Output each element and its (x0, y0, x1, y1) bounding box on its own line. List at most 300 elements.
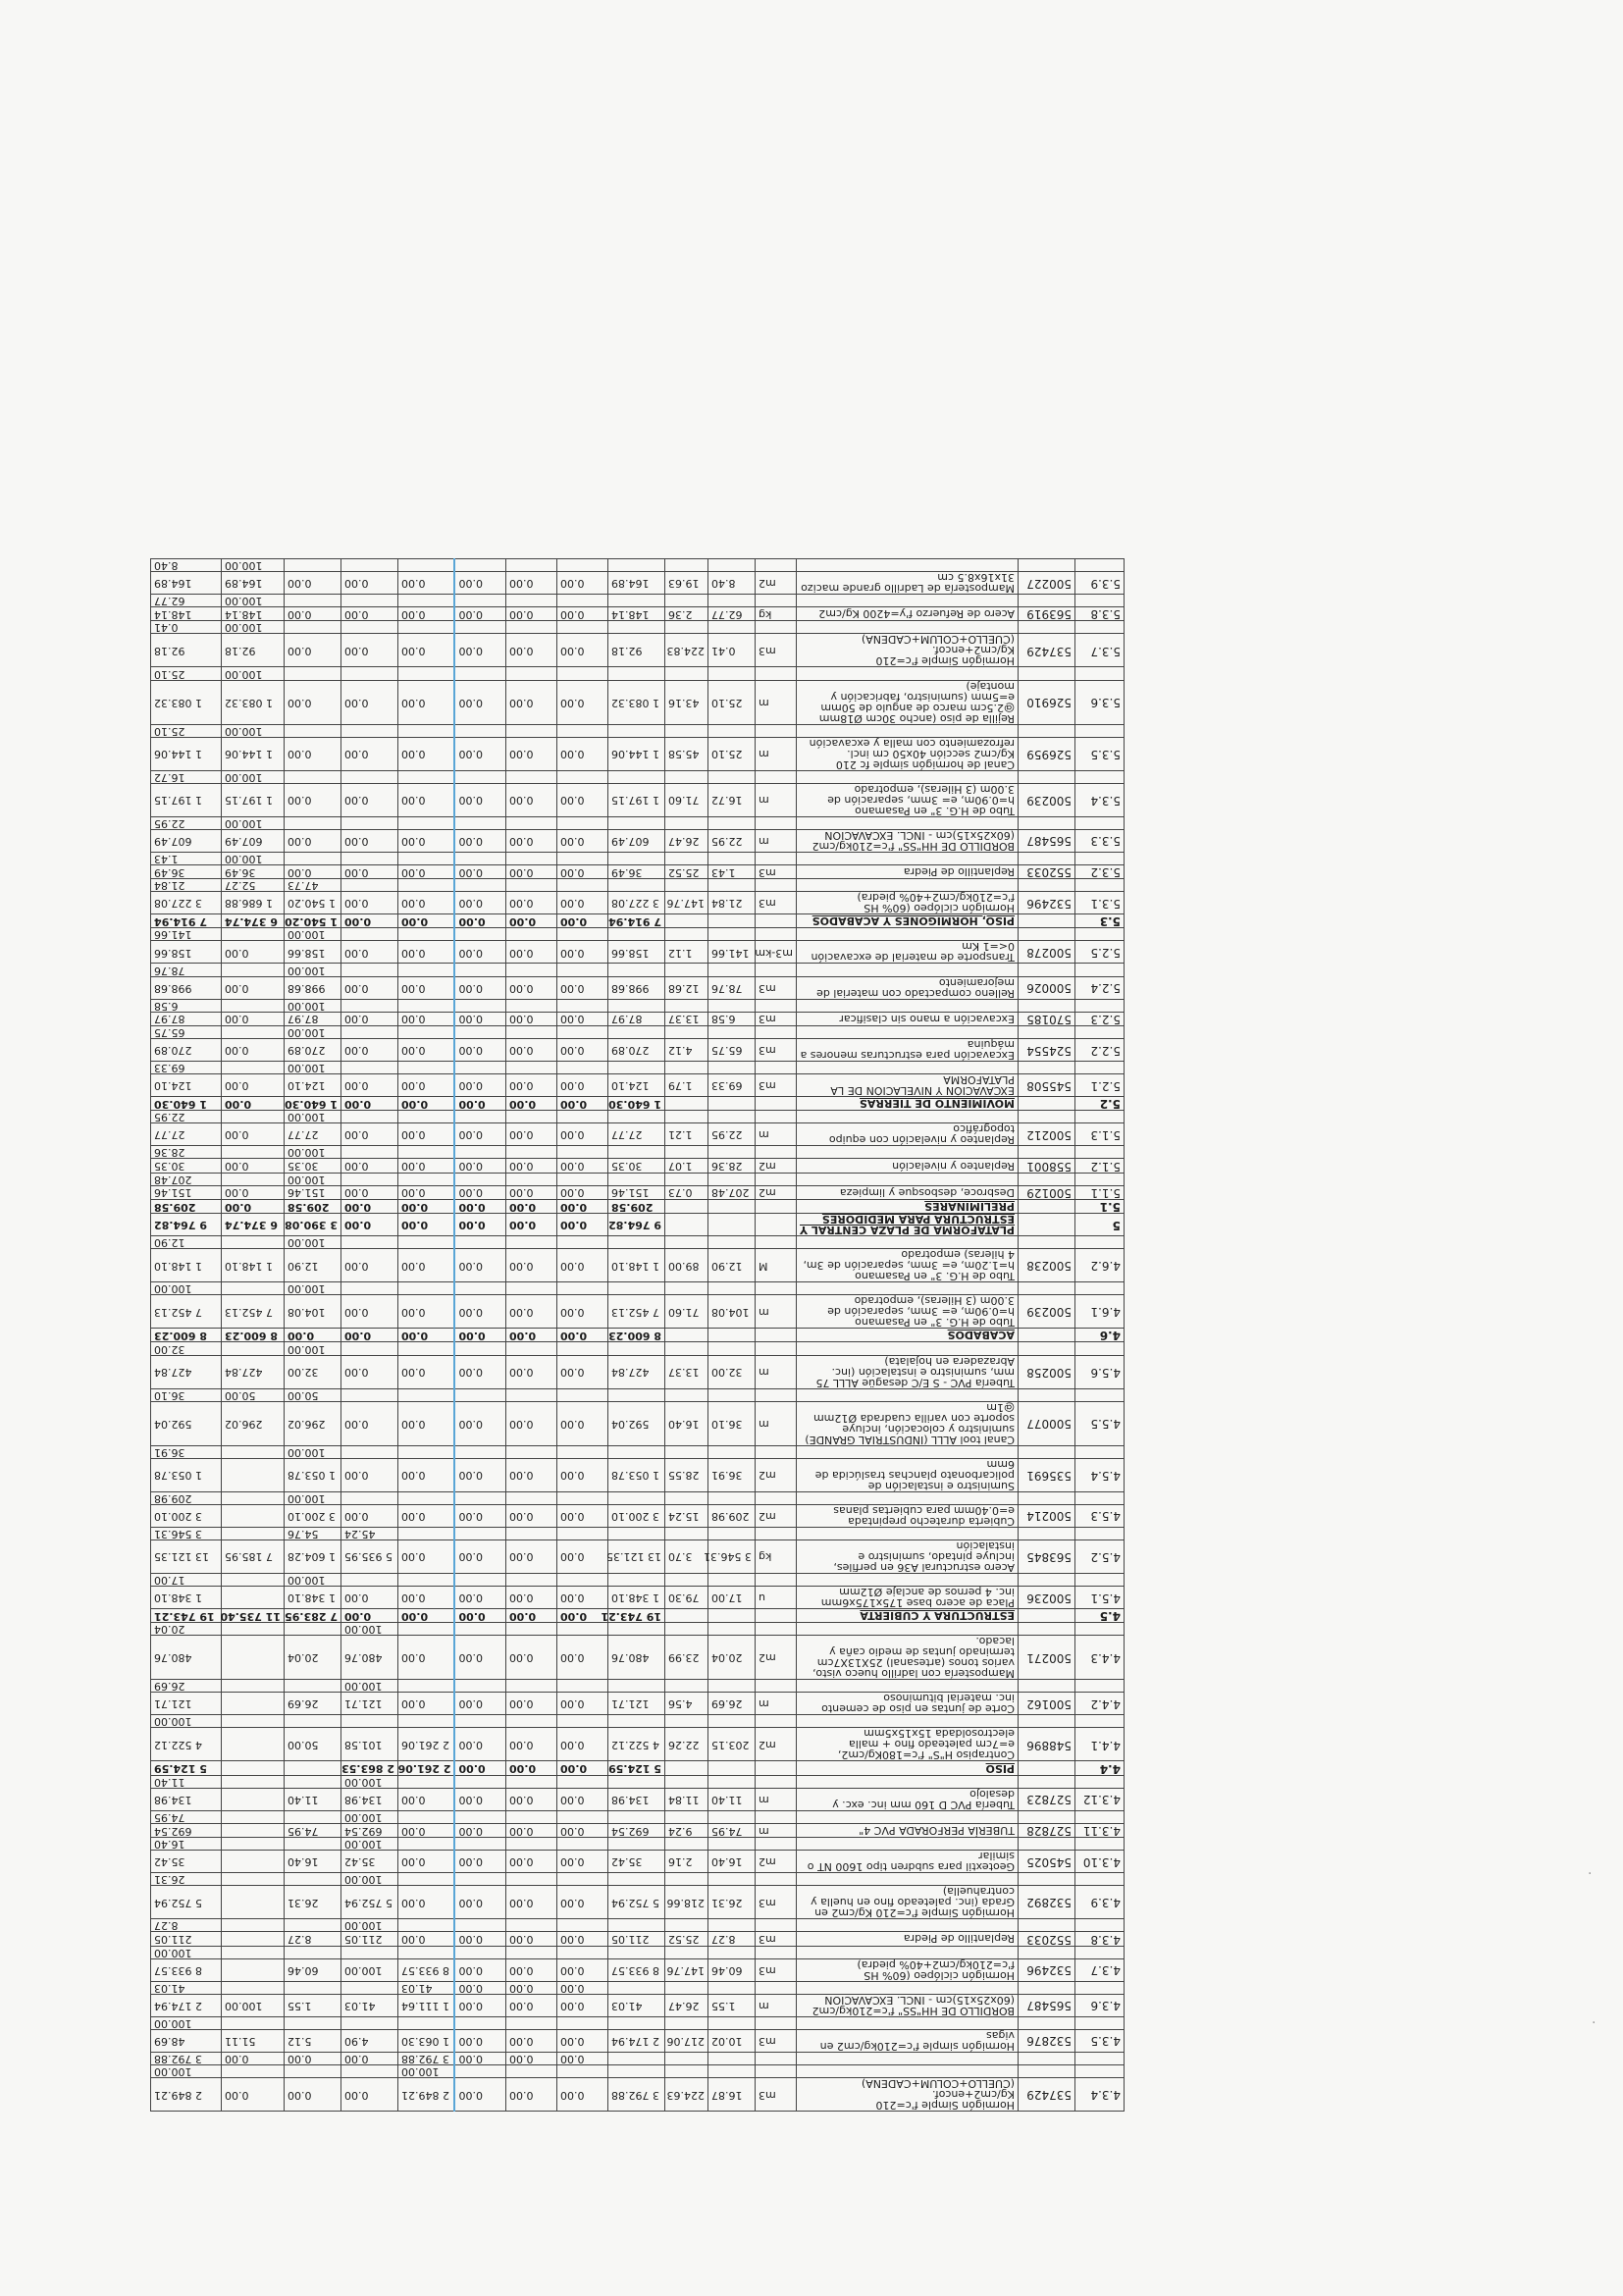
cell-period-8: 8 600.23 (151, 1329, 222, 1342)
cell-period-1 (557, 621, 608, 634)
cell-period-6: 60.46 (285, 1958, 341, 1981)
cell-period-8: 5 752.94 (151, 1886, 222, 1919)
cell-period-7 (222, 1342, 285, 1355)
cell-total: 211.05 (608, 1932, 665, 1946)
cell-code (1019, 559, 1075, 572)
cell-total (608, 621, 665, 634)
cell-period-2: 0.00 (506, 1609, 557, 1623)
cell-qty: 16.87 (708, 2078, 756, 2112)
table-row (151, 1282, 1125, 1295)
cell-code (1019, 1761, 1075, 1775)
cell-period-4: 0.00 (398, 1823, 455, 1837)
table-row (151, 1491, 1125, 1504)
cell-period-6 (285, 1873, 341, 1886)
cell-period-6: 104.08 (285, 1295, 341, 1329)
table-row (151, 737, 1125, 770)
cell-period-4 (398, 928, 455, 941)
cell-pu (665, 559, 708, 572)
cell-desc (797, 999, 1019, 1012)
cell-unit (756, 1342, 797, 1355)
cell-period-1 (557, 1111, 608, 1123)
cell-qty (708, 1946, 756, 1958)
cell-item: 5 (1075, 1214, 1125, 1236)
cell-period-4 (398, 1623, 455, 1636)
cell-period-4 (398, 1715, 455, 1728)
cell-item (1075, 1146, 1125, 1159)
cell-period-4 (398, 1146, 455, 1159)
cell-total (608, 816, 665, 829)
cell-period-5 (341, 1025, 398, 1038)
cell-pu: 71.60 (665, 1295, 708, 1329)
cell-period-1: 0.00 (557, 1038, 608, 1061)
table-row (151, 1775, 1125, 1788)
cell-unit (756, 559, 797, 572)
cell-qty (708, 928, 756, 941)
cell-item (1075, 1282, 1125, 1295)
cell-period-8: 209.98 (151, 1491, 222, 1504)
cell-item: 4.4.3 (1075, 1636, 1125, 1680)
cell-code: 532892 (1019, 1886, 1075, 1919)
cell-total: 998.68 (608, 976, 665, 999)
cell-period-2 (506, 724, 557, 737)
cell-total: 8 933.57 (608, 1958, 665, 1981)
cell-period-3 (455, 1111, 506, 1123)
cell-total (608, 2052, 665, 2064)
cell-period-3: 0.00 (455, 1401, 506, 1445)
cell-total (608, 724, 665, 737)
cell-unit: m3 (756, 2029, 797, 2052)
cell-period-8: 36.49 (151, 864, 222, 878)
cell-item (1075, 1810, 1125, 1823)
cell-period-3: 0.00 (455, 1214, 506, 1236)
cell-code (1019, 1491, 1075, 1504)
cell-qty: 203.15 (708, 1728, 756, 1761)
cell-period-5 (341, 724, 398, 737)
cell-item (1075, 2064, 1125, 2077)
cell-code (1019, 667, 1075, 680)
cell-desc: Tubería PVC D 160 mm inc. exc. y desalojo (797, 1788, 1019, 1810)
cell-desc: Hormigón ciclópeo (60% HS f'c=210kg/cm2+40% piedra) (797, 892, 1019, 914)
cell-period-2: 0.00 (506, 2078, 557, 2112)
cell-desc: Hormigón simple f'c=210kg/cm2 en vigas (797, 2029, 1019, 2052)
cell-period-7 (222, 1981, 285, 1994)
cell-period-6: 0.00 (285, 737, 341, 770)
cell-desc (797, 1491, 1019, 1504)
cell-desc (797, 1173, 1019, 1185)
cell-period-8: 0.41 (151, 621, 222, 634)
cell-period-4: 0.00 (398, 1458, 455, 1491)
cell-pu: 1.79 (665, 1074, 708, 1097)
cell-unit: m2 (756, 1504, 797, 1527)
cell-code (1019, 1573, 1075, 1586)
cell-period-5: 0.00 (341, 2052, 398, 2064)
cell-pu: 71.60 (665, 783, 708, 816)
cell-period-2: 0.00 (506, 1539, 557, 1573)
table-row (151, 1236, 1125, 1249)
cell-period-7: 0.00 (222, 941, 285, 964)
cell-code: 500129 (1019, 1185, 1075, 1199)
cell-total (608, 1680, 665, 1693)
cell-item: 5.3.4 (1075, 783, 1125, 816)
cell-period-2: 0.00 (506, 1329, 557, 1342)
cell-period-8: 7 914.94 (151, 914, 222, 928)
cell-unit (756, 1491, 797, 1504)
section-row (151, 1329, 1125, 1342)
cell-period-8: 134.98 (151, 1788, 222, 1810)
cell-item: 4.5.6 (1075, 1355, 1125, 1388)
cell-period-8: 19 743.21 (151, 1609, 222, 1623)
cell-period-5: 0.00 (341, 634, 398, 667)
cell-period-6: 100.00 (285, 1146, 341, 1159)
cell-period-1: 0.00 (557, 607, 608, 621)
cell-period-6: 50.00 (285, 1728, 341, 1761)
cell-period-4: 0.00 (398, 737, 455, 770)
cell-period-2 (506, 1445, 557, 1458)
cell-period-6: 296.02 (285, 1401, 341, 1445)
cell-desc: ACABADOS (797, 1329, 1019, 1342)
table-row (151, 2052, 1125, 2064)
cell-period-5: 0.00 (341, 914, 398, 928)
cell-unit (756, 852, 797, 864)
cell-period-2 (506, 621, 557, 634)
cell-period-7: 100.00 (222, 667, 285, 680)
cell-period-4 (398, 724, 455, 737)
cell-period-5 (341, 1573, 398, 1586)
cell-period-4: 2 261.06 (398, 1761, 455, 1775)
cell-period-3: 0.00 (455, 572, 506, 595)
cell-period-6: 0.00 (285, 2078, 341, 2112)
cell-unit (756, 1810, 797, 1823)
cell-qty (708, 1111, 756, 1123)
cell-unit (756, 816, 797, 829)
cell-period-7 (222, 1761, 285, 1775)
cell-period-7: 92.18 (222, 634, 285, 667)
cell-period-4 (398, 999, 455, 1012)
cell-item (1075, 816, 1125, 829)
cell-pu (665, 1981, 708, 1994)
cell-total: 87.97 (608, 1012, 665, 1025)
cell-period-2: 0.00 (506, 572, 557, 595)
cell-unit: m2 (756, 1728, 797, 1761)
cell-item (1075, 1775, 1125, 1788)
cell-period-5: 100.00 (341, 1623, 398, 1636)
cell-pu: 4.12 (665, 1038, 708, 1061)
cell-period-8: 121.71 (151, 1693, 222, 1715)
table-row (151, 1958, 1125, 1981)
cell-desc (797, 2064, 1019, 2077)
cell-total: 3 227.08 (608, 892, 665, 914)
cell-total: 36.49 (608, 864, 665, 878)
cell-desc: BORDILLO DE HH"SS" f'c=210kg/cm2 (60x25x15)cm - INCL. EXCAVACION (797, 1994, 1019, 2016)
cell-total: 607.49 (608, 829, 665, 852)
cell-period-8: 998.68 (151, 976, 222, 999)
cell-period-3: 0.00 (455, 1788, 506, 1810)
cell-period-1 (557, 1061, 608, 1073)
cell-item: 5.2.1 (1075, 1074, 1125, 1097)
cell-period-3 (455, 1342, 506, 1355)
cell-period-4: 1 111.64 (398, 1994, 455, 2016)
cell-period-7: 6 374.74 (222, 914, 285, 928)
table-row (151, 1981, 1125, 1994)
cell-qty: 32.00 (708, 1355, 756, 1388)
cell-period-4: 2 261.06 (398, 1728, 455, 1761)
cell-code (1019, 1527, 1075, 1539)
cell-item (1075, 724, 1125, 737)
cell-pu (665, 621, 708, 634)
cell-period-2: 0.00 (506, 1185, 557, 1199)
cell-desc: BORDILLO DE HH"SS" f'c=210kg/cm2 (60x25x15)cm - INCL. EXCAVACION (797, 829, 1019, 852)
cell-item: 5.3.8 (1075, 607, 1125, 621)
cell-period-6: 100.00 (285, 999, 341, 1012)
cell-desc: Contrapiso H"S" f'c=180Kg/cm2, e=7cm paleteado fino + malla electrosoldada 15x15x5mm (797, 1728, 1019, 1761)
cell-period-4: 0.00 (398, 976, 455, 999)
cell-unit (756, 964, 797, 976)
cell-period-8: 100.00 (151, 1946, 222, 1958)
cell-period-1 (557, 1388, 608, 1401)
cell-period-1 (557, 1838, 608, 1851)
cell-period-7: 427.84 (222, 1355, 285, 1388)
cell-code (1019, 1609, 1075, 1623)
cell-qty: 26.69 (708, 1693, 756, 1715)
cell-period-8: 20.04 (151, 1623, 222, 1636)
cell-desc: Replantillo de Piedra (797, 864, 1019, 878)
cell-pu (665, 2064, 708, 2077)
cell-period-6 (285, 1761, 341, 1775)
cell-code: 537429 (1019, 634, 1075, 667)
cell-code: 545508 (1019, 1074, 1075, 1097)
cell-period-7 (222, 1958, 285, 1981)
cell-unit (756, 1623, 797, 1636)
cell-pu (665, 1609, 708, 1623)
cell-qty: 22.95 (708, 829, 756, 852)
cell-period-6: 0.00 (285, 783, 341, 816)
cell-period-4 (398, 667, 455, 680)
cell-desc (797, 1445, 1019, 1458)
cell-item (1075, 1491, 1125, 1504)
cell-period-6: 5.12 (285, 2029, 341, 2052)
cell-desc (797, 852, 1019, 864)
cell-period-2: 0.00 (506, 1823, 557, 1837)
cell-period-7: 11 735.40 (222, 1609, 285, 1623)
cell-period-7 (222, 1111, 285, 1123)
cell-period-3 (455, 1025, 506, 1038)
cell-period-2 (506, 2016, 557, 2029)
cell-period-7 (222, 1282, 285, 1295)
cell-code (1019, 1214, 1075, 1236)
cell-period-8: 16.40 (151, 1838, 222, 1851)
cell-period-2 (506, 1061, 557, 1073)
cell-desc: PISO, HORMIGONES Y ACABADOS (797, 914, 1019, 928)
cell-desc (797, 816, 1019, 829)
cell-code (1019, 964, 1075, 976)
cell-period-1 (557, 999, 608, 1012)
cell-period-3: 0.00 (455, 914, 506, 928)
section-row (151, 1097, 1125, 1111)
cell-qty (708, 1236, 756, 1249)
cell-period-8: 211.05 (151, 1932, 222, 1946)
cell-unit: kg (756, 1539, 797, 1573)
cell-period-5: 134.98 (341, 1788, 398, 1810)
cell-period-5: 0.00 (341, 572, 398, 595)
cell-period-6: 1 604.28 (285, 1539, 341, 1573)
cell-period-1 (557, 724, 608, 737)
cell-period-8: 100.00 (151, 2016, 222, 2029)
cell-code: 527823 (1019, 1788, 1075, 1810)
cell-period-5: 35.42 (341, 1851, 398, 1873)
cell-period-8: 3 227.08 (151, 892, 222, 914)
cell-code (1019, 1715, 1075, 1728)
cell-period-5: 100.00 (341, 1680, 398, 1693)
cell-item: 5.2 (1075, 1097, 1125, 1111)
section-row (151, 1609, 1125, 1623)
cell-period-6: 209.58 (285, 1199, 341, 1213)
table-row (151, 680, 1125, 724)
cell-unit: m2 (756, 1185, 797, 1199)
table-row (151, 1249, 1125, 1282)
cell-unit: m (756, 1355, 797, 1388)
cell-total (608, 1981, 665, 1994)
cell-period-7 (222, 1886, 285, 1919)
cell-pu (665, 1573, 708, 1586)
cell-period-2 (506, 1946, 557, 1958)
cell-item: 5.3.5 (1075, 737, 1125, 770)
cell-period-4 (398, 595, 455, 607)
cell-period-7 (222, 1587, 285, 1609)
cell-period-6 (285, 1838, 341, 1851)
cell-pu: 16.40 (665, 1401, 708, 1445)
cell-period-6: 0.00 (285, 572, 341, 595)
cell-total (608, 1111, 665, 1123)
cell-qty (708, 1919, 756, 1932)
cell-period-1 (557, 1946, 608, 1958)
table-row (151, 852, 1125, 864)
cell-total (608, 852, 665, 864)
cell-period-1: 0.00 (557, 1693, 608, 1715)
cell-period-6: 12.90 (285, 1249, 341, 1282)
cell-pu: 224.83 (665, 634, 708, 667)
cell-period-5: 41.03 (341, 1994, 398, 2016)
cell-period-5 (341, 1445, 398, 1458)
cell-code: 563845 (1019, 1539, 1075, 1573)
cell-qty: 11.40 (708, 1788, 756, 1810)
cell-period-6 (285, 595, 341, 607)
cell-period-7: 164.89 (222, 572, 285, 595)
cell-code: 500236 (1019, 1587, 1075, 1609)
cell-item: 4.3.9 (1075, 1886, 1125, 1919)
cell-period-7: 52.27 (222, 879, 285, 892)
cell-period-6 (285, 667, 341, 680)
cell-period-1 (557, 770, 608, 783)
cell-period-8: 7 452.13 (151, 1295, 222, 1329)
cell-item (1075, 1388, 1125, 1401)
cell-period-7 (222, 1715, 285, 1728)
cell-period-2 (506, 1025, 557, 1038)
cell-period-5: 5 752.94 (341, 1886, 398, 1919)
cell-period-6: 26.31 (285, 1886, 341, 1919)
cell-unit: m (756, 737, 797, 770)
cell-period-5: 0.00 (341, 1401, 398, 1445)
cell-code: 524554 (1019, 1038, 1075, 1061)
cell-item: 4.6.1 (1075, 1295, 1125, 1329)
cell-pu: 45.58 (665, 737, 708, 770)
cell-period-5: 0.00 (341, 1504, 398, 1527)
cell-period-6 (285, 1810, 341, 1823)
cell-period-6: 124.10 (285, 1074, 341, 1097)
cell-period-4: 0.00 (398, 634, 455, 667)
cell-item: 4.6.2 (1075, 1249, 1125, 1282)
cell-item (1075, 1838, 1125, 1851)
cell-pu (665, 1873, 708, 1886)
cell-unit (756, 1838, 797, 1851)
cell-period-4 (398, 559, 455, 572)
cell-period-1 (557, 1491, 608, 1504)
table-row (151, 2064, 1125, 2077)
cell-pu: 19.63 (665, 572, 708, 595)
cell-total (608, 1873, 665, 1886)
cell-period-1: 0.00 (557, 1504, 608, 1527)
cell-item (1075, 1445, 1125, 1458)
cell-qty (708, 1623, 756, 1636)
cell-period-7: 0.00 (222, 1012, 285, 1025)
cell-pu (665, 914, 708, 928)
cell-total (608, 770, 665, 783)
cell-code (1019, 1146, 1075, 1159)
cell-item: 4.5.3 (1075, 1504, 1125, 1527)
cell-period-1: 0.00 (557, 737, 608, 770)
cell-period-1: 0.00 (557, 1295, 608, 1329)
cell-pu (665, 1810, 708, 1823)
cell-code (1019, 1981, 1075, 1994)
cell-total (608, 559, 665, 572)
cell-period-2 (506, 1838, 557, 1851)
cell-desc (797, 1873, 1019, 1886)
cell-qty: 141.66 (708, 941, 756, 964)
cell-total (608, 1388, 665, 1401)
cell-period-5: 0.00 (341, 1355, 398, 1388)
table-row (151, 1728, 1125, 1761)
cell-qty (708, 1715, 756, 1728)
cell-period-8: 209.58 (151, 1199, 222, 1213)
cell-period-4: 0.00 (398, 914, 455, 928)
table-row (151, 1573, 1125, 1586)
cell-period-8: 1 144.06 (151, 737, 222, 770)
cell-period-1 (557, 1025, 608, 1038)
cell-unit: m3 (756, 1886, 797, 1919)
table-row (151, 1295, 1125, 1329)
cell-qty (708, 1388, 756, 1401)
cell-unit: m3 (756, 1932, 797, 1946)
cell-desc (797, 1388, 1019, 1401)
table-row (151, 1355, 1125, 1388)
cell-unit (756, 879, 797, 892)
cell-desc: Placa de acero base 175x175x6mm inc. 4 pernos de anclaje Ø12mm (797, 1587, 1019, 1609)
cell-item (1075, 559, 1125, 572)
cell-qty (708, 1609, 756, 1623)
cell-item: 5.1 (1075, 1199, 1125, 1213)
cell-unit (756, 2052, 797, 2064)
cell-unit (756, 999, 797, 1012)
cell-period-6 (285, 559, 341, 572)
cell-period-8: 87.97 (151, 1012, 222, 1025)
table-row (151, 1838, 1125, 1851)
cell-qty: 1.43 (708, 864, 756, 878)
cell-period-3 (455, 1173, 506, 1185)
cell-period-2 (506, 595, 557, 607)
cell-period-5: 0.00 (341, 1012, 398, 1025)
cell-pu (665, 1623, 708, 1636)
cell-period-8: 6.58 (151, 999, 222, 1012)
cell-qty (708, 1025, 756, 1038)
